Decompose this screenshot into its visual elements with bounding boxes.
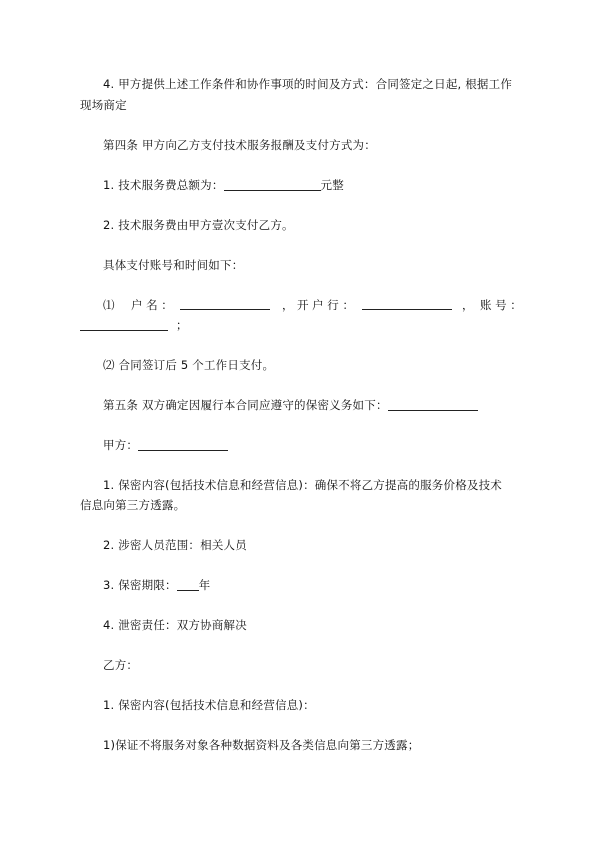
fee-total-line [103,177,344,193]
account-intro: 具体支付账号和时间如下： [103,258,244,272]
party-a-line [103,437,228,453]
account-name-label: 户 名 ： [131,298,173,312]
account-bank-blank [362,297,452,310]
clause-4-text-line1: 4. 甲方提供上述工作条件和协作事项的时间及方式：合同签定之日起, 根据工作 [103,77,513,91]
fee-total-unit: 元整 [320,178,344,192]
article-5-heading [103,397,478,413]
party-a-item-2: 2. 涉密人员范围：相关人员 [103,538,247,552]
party-b-item-1: 1. 保密内容(包括技术信息和经营信息)： [103,698,315,712]
article-4-heading: 第四条 甲方向乙方支付技术服务报酬及支付方式为： [103,138,376,152]
party-b-item-1-sub-1: 1)保证不将服务对象各种数据资料及各类信息向第三方透露； [103,738,420,752]
confidentiality-period-label: 3. 保密期限： [103,578,177,592]
party-a-item-1-line2: 信息向第三方透露。 [80,498,186,512]
fee-total-blank [224,178,321,191]
account-number-blank [80,318,168,331]
account-name-blank [180,297,270,310]
fee-total-label: 1. 技术服务费总额为： [103,178,224,192]
confidentiality-period-blank [177,578,199,591]
party-a-blank [138,438,228,451]
party-a-item-4: 4. 泄密责任：双方协商解决 [103,618,247,632]
confidentiality-period-unit: 年 [198,578,211,592]
account-line-end: ； [176,318,188,332]
account-bank-label: 开 户 行 ： [297,298,354,312]
account-item-number: ⑴ [103,298,115,312]
clause-4-text-line2: 现场商定 [80,98,127,112]
fee-payment-line: 2. 技术服务费由甲方壹次支付乙方。 [103,218,294,232]
account-comma-2: ， [462,298,474,312]
payment-timing-line: ⑵ 合同签订后 5 个工作日支付。 [103,358,275,372]
party-b-label: 乙方： [103,658,139,672]
article-5-blank [388,398,478,411]
article-5-text: 第五条 双方确定因履行本合同应遵守的保密义务如下： [103,398,388,412]
party-a-item-3 [103,577,210,593]
account-number-label: 账 号 ： [480,298,522,312]
account-number-line [80,317,188,333]
party-a-item-1-line1: 1. 保密内容(包括技术信息和经营信息)：确保不将乙方提高的服务价格及技术 [103,478,502,492]
account-comma-1: ， [282,298,294,312]
party-a-label: 甲方： [103,438,139,452]
